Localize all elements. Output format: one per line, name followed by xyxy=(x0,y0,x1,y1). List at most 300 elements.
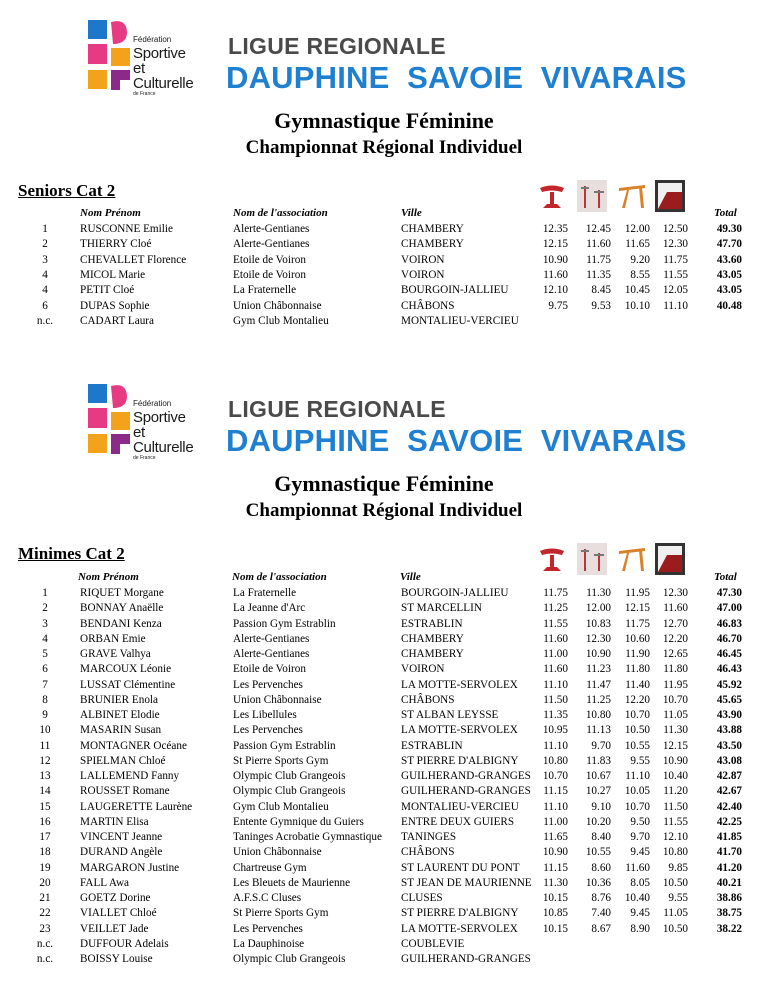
bars-score-cell: 8.76 xyxy=(591,892,611,904)
athlete-name-cell: MICOL Marie xyxy=(80,268,146,281)
total-score-cell: 38.86 xyxy=(716,892,742,904)
table-row xyxy=(0,648,768,663)
table-row xyxy=(0,755,768,770)
rank-cell: 19 xyxy=(39,861,51,874)
vault-score-cell: 11.55 xyxy=(543,617,568,630)
floor-icon xyxy=(655,180,685,212)
city-cell: BOURGOIN-JALLIEU xyxy=(401,284,509,297)
club-name-cell: Etoile de Voiron xyxy=(233,663,306,676)
bars-score-cell: 8.60 xyxy=(591,861,611,874)
rank-cell: n.c. xyxy=(36,953,54,965)
rank-cell: 20 xyxy=(39,876,51,889)
floor-score-cell: 11.80 xyxy=(663,663,688,676)
bars-score-cell: 10.36 xyxy=(585,876,611,889)
rank-cell: 16 xyxy=(39,815,51,828)
athlete-name-cell: VINCENT Jeanne xyxy=(80,831,163,843)
fscf-logo-mark xyxy=(88,20,132,102)
rank-cell: 8 xyxy=(42,693,48,706)
beam-score-cell: 10.55 xyxy=(624,739,650,752)
total-score-cell: 43.50 xyxy=(716,739,742,752)
club-name-cell: Les Libellules xyxy=(233,709,297,721)
ligue-title: LIGUE REGIONALE xyxy=(228,396,446,422)
bars-score-cell: 11.13 xyxy=(586,724,611,737)
floor-score-cell: 11.55 xyxy=(663,268,688,281)
total-score-cell: 47.00 xyxy=(716,602,742,615)
total-score-cell: 43.05 xyxy=(716,268,742,281)
floor-score-cell: 12.30 xyxy=(662,238,688,251)
rank-cell: 5 xyxy=(42,648,48,660)
col-header-city: Ville xyxy=(401,207,422,219)
vault-score-cell: 11.15 xyxy=(543,785,568,798)
floor-score-cell: 11.75 xyxy=(663,253,688,266)
competition-title: Championnat Régional Individuel xyxy=(245,500,523,521)
table-row xyxy=(0,862,768,877)
vault-score-cell: 12.15 xyxy=(542,238,568,251)
vault-score-cell: 11.00 xyxy=(543,648,568,660)
city-cell: GUILHERAND-GRANGES xyxy=(401,785,531,798)
rank-cell: 4 xyxy=(42,268,48,281)
club-name-cell: Entente Gymnique du Guiers xyxy=(233,815,364,828)
beam-score-cell: 10.60 xyxy=(624,632,650,645)
floor-score-cell: 12.30 xyxy=(662,587,688,599)
total-score-cell: 46.83 xyxy=(716,617,742,630)
uneven-bars-icon xyxy=(577,543,607,575)
city-cell: ST ALBAN LEYSSE xyxy=(401,709,499,721)
total-score-cell: 43.88 xyxy=(716,724,742,737)
floor-score-cell: 11.50 xyxy=(663,800,688,813)
rank-cell: 3 xyxy=(42,253,48,266)
club-name-cell: Olympic Club Grangeois xyxy=(233,770,346,782)
rank-cell: 11 xyxy=(39,739,51,752)
logo-line-2: Sportive xyxy=(133,45,186,62)
floor-score-cell: 12.70 xyxy=(662,617,688,630)
club-name-cell: Les Pervenches xyxy=(233,724,303,737)
vault-score-cell: 10.85 xyxy=(542,907,568,920)
bars-score-cell: 10.67 xyxy=(585,770,611,782)
fscf-logo-text xyxy=(133,400,208,461)
beam-score-cell: 9.20 xyxy=(630,253,650,266)
discipline-title: Gymnastique Féminine xyxy=(274,108,494,133)
beam-score-cell: 12.20 xyxy=(624,693,650,706)
table-row xyxy=(0,801,768,816)
floor-score-cell: 12.50 xyxy=(662,223,688,235)
floor-score-cell: 11.55 xyxy=(663,815,688,828)
city-cell: BOURGOIN-JALLIEU xyxy=(401,587,509,599)
athlete-name-cell: VIALLET Chloé xyxy=(80,907,157,920)
floor-score-cell: 12.15 xyxy=(662,739,688,752)
beam-score-cell: 11.90 xyxy=(625,648,650,660)
beam-score-cell: 8.05 xyxy=(630,876,650,889)
floor-score-cell: 10.90 xyxy=(662,754,688,767)
city-cell: ST PIERRE D'ALBIGNY xyxy=(401,907,519,920)
total-score-cell: 47.30 xyxy=(716,587,742,599)
club-name-cell: Chartreuse Gym xyxy=(233,861,307,874)
bars-score-cell: 8.45 xyxy=(591,284,611,297)
vault-score-cell: 10.95 xyxy=(542,724,568,737)
table-row xyxy=(0,602,768,617)
club-name-cell: Union Châbonnaise xyxy=(233,693,322,706)
club-name-cell: Les Pervenches xyxy=(233,678,303,691)
athlete-name-cell: BONNAY Anaëlle xyxy=(80,602,164,615)
total-score-cell: 49.30 xyxy=(716,223,742,235)
total-score-cell: 43.05 xyxy=(716,284,742,297)
rank-cell: 21 xyxy=(39,892,51,904)
bars-score-cell: 12.30 xyxy=(585,632,611,645)
city-cell: GUILHERAND-GRANGES xyxy=(401,770,531,782)
col-header-total: Total xyxy=(714,207,737,219)
beam-score-cell: 11.10 xyxy=(625,770,650,782)
club-name-cell: St Pierre Sports Gym xyxy=(233,754,329,767)
athlete-name-cell: BRUNIER Enola xyxy=(80,693,158,706)
total-score-cell: 42.87 xyxy=(716,770,742,782)
floor-score-cell: 11.95 xyxy=(663,678,688,691)
vault-score-cell: 10.80 xyxy=(542,754,568,767)
rank-cell: 3 xyxy=(42,617,48,630)
city-cell: CHAMBERY xyxy=(401,632,464,645)
total-score-cell: 43.90 xyxy=(716,709,742,721)
club-name-cell: Union Châbonnaise xyxy=(233,846,322,859)
club-name-cell: St Pierre Sports Gym xyxy=(233,907,329,920)
athlete-name-cell: RUSCONNE Emilie xyxy=(80,223,173,235)
beam-score-cell: 10.50 xyxy=(624,724,650,737)
table-row xyxy=(0,785,768,800)
rank-cell: 6 xyxy=(42,299,48,312)
floor-score-cell: 10.80 xyxy=(662,846,688,859)
city-cell: ESTRABLIN xyxy=(401,739,463,752)
athlete-name-cell: RIQUET Morgane xyxy=(80,587,164,599)
beam-score-cell: 8.90 xyxy=(630,922,650,935)
rank-cell: n.c. xyxy=(36,314,54,327)
city-cell: ST PIERRE D'ALBIGNY xyxy=(401,754,519,767)
club-name-cell: Etoile de Voiron xyxy=(233,268,306,281)
logo-line-1: Fédération xyxy=(133,399,172,408)
bars-score-cell: 11.60 xyxy=(586,238,611,251)
rank-cell: 18 xyxy=(39,846,51,859)
vault-score-cell: 11.60 xyxy=(543,663,568,676)
club-name-cell: Etoile de Voiron xyxy=(233,253,306,266)
bars-score-cell: 8.40 xyxy=(591,831,611,843)
table-row xyxy=(0,907,768,922)
total-score-cell: 41.85 xyxy=(716,831,742,843)
athlete-name-cell: CADART Laura xyxy=(80,314,155,327)
bars-score-cell: 11.30 xyxy=(586,587,611,599)
club-name-cell: Les Pervenches xyxy=(233,922,303,935)
floor-score-cell: 10.40 xyxy=(662,770,688,782)
bars-score-cell: 10.27 xyxy=(585,785,611,798)
table-row xyxy=(0,315,768,330)
city-cell: GUILHERAND-GRANGES xyxy=(401,953,531,965)
table-row xyxy=(0,923,768,938)
athlete-name-cell: ALBINET Elodie xyxy=(80,709,160,721)
region-title: DAUPHINE SAVOIE VIVARAIS xyxy=(226,423,687,458)
total-score-cell: 42.67 xyxy=(716,785,742,798)
total-score-cell: 45.92 xyxy=(716,678,742,691)
vault-score-cell: 11.50 xyxy=(543,693,568,706)
bars-score-cell: 11.23 xyxy=(586,663,611,676)
club-name-cell: Passion Gym Estrablin xyxy=(233,617,336,630)
athlete-name-cell: DURAND Angèle xyxy=(80,846,163,859)
rank-cell: 4 xyxy=(42,632,48,645)
beam-score-cell: 11.95 xyxy=(625,587,650,599)
vault-score-cell: 11.60 xyxy=(543,268,568,281)
ligue-title: LIGUE REGIONALE xyxy=(228,33,446,59)
col-header-name: Nom Prénom xyxy=(80,207,141,219)
floor-score-cell: 12.65 xyxy=(662,648,688,660)
vault-score-cell: 10.70 xyxy=(542,770,568,782)
athlete-name-cell: PETIT Cloé xyxy=(80,284,135,297)
col-header-name: Nom Prénom xyxy=(78,571,139,583)
athlete-name-cell: MONTAGNER Océane xyxy=(80,739,187,752)
city-cell: VOIRON xyxy=(401,268,445,281)
bars-score-cell: 9.10 xyxy=(591,800,611,813)
vault-score-cell: 11.60 xyxy=(543,632,568,645)
floor-score-cell: 11.05 xyxy=(663,907,688,920)
table-row xyxy=(0,679,768,694)
total-score-cell: 45.65 xyxy=(716,693,742,706)
bars-score-cell: 11.83 xyxy=(586,754,611,767)
rank-cell: 17 xyxy=(39,831,51,843)
city-cell: MONTALIEU-VERCIEU xyxy=(401,800,519,813)
vault-icon xyxy=(537,543,567,575)
table-row xyxy=(0,724,768,739)
fscf-logo xyxy=(88,20,208,102)
beam-score-cell: 9.45 xyxy=(630,907,650,920)
rank-cell: 7 xyxy=(42,678,48,691)
table-row xyxy=(0,892,768,907)
bars-score-cell: 10.80 xyxy=(585,709,611,721)
table-row xyxy=(0,269,768,284)
city-cell: LA MOTTE-SERVOLEX xyxy=(401,678,518,691)
fscf-logo-mark xyxy=(88,384,132,466)
competition-title: Championnat Régional Individuel xyxy=(245,137,523,158)
club-name-cell: Olympic Club Grangeois xyxy=(233,953,346,965)
table-row xyxy=(0,709,768,724)
athlete-name-cell: MASARIN Susan xyxy=(80,724,162,737)
club-name-cell: La Fraternelle xyxy=(233,587,297,599)
table-row xyxy=(0,694,768,709)
club-name-cell: Alerte-Gentianes xyxy=(233,632,310,645)
bars-score-cell: 12.00 xyxy=(585,602,611,615)
table-row xyxy=(0,877,768,892)
athlete-name-cell: SPIELMAN Chloé xyxy=(80,754,166,767)
total-score-cell: 42.40 xyxy=(716,800,742,813)
city-cell: LA MOTTE-SERVOLEX xyxy=(401,922,518,935)
vault-score-cell: 11.65 xyxy=(543,831,568,843)
total-score-cell: 41.20 xyxy=(716,861,742,874)
rank-cell: 1 xyxy=(42,223,48,235)
total-score-cell: 47.70 xyxy=(716,238,742,251)
athlete-name-cell: LUSSAT Clémentine xyxy=(80,678,176,691)
bars-score-cell: 7.40 xyxy=(591,907,611,920)
table-row xyxy=(0,633,768,648)
rank-cell: 2 xyxy=(42,602,48,615)
city-cell: CLUSES xyxy=(401,892,443,904)
club-name-cell: Union Châbonnaise xyxy=(233,299,322,312)
bars-score-cell: 9.53 xyxy=(591,299,611,312)
beam-score-cell: 10.10 xyxy=(624,299,650,312)
beam-score-cell: 9.55 xyxy=(630,754,650,767)
logo-line-4: de France xyxy=(133,455,156,461)
city-cell: CHÂBONS xyxy=(401,693,455,706)
rank-cell: 4 xyxy=(42,284,48,297)
city-cell: TANINGES xyxy=(401,831,457,843)
category-title-minimes: Minimes Cat 2 xyxy=(18,544,125,563)
vault-score-cell: 9.75 xyxy=(548,299,568,312)
table-row xyxy=(0,770,768,785)
city-cell: CHÂBONS xyxy=(401,846,455,859)
athlete-name-cell: GOETZ Dorine xyxy=(80,892,151,904)
total-score-cell: 40.21 xyxy=(716,876,742,889)
beam-score-cell: 9.45 xyxy=(630,846,650,859)
table-row xyxy=(0,587,768,602)
rank-cell: 10 xyxy=(39,724,51,737)
beam-score-cell: 10.45 xyxy=(624,284,650,297)
total-score-cell: 46.70 xyxy=(716,632,742,645)
athlete-name-cell: LAUGERETTE Laurène xyxy=(80,800,193,813)
city-cell: VOIRON xyxy=(401,253,445,266)
bars-score-cell: 11.47 xyxy=(586,678,611,691)
bars-score-cell: 10.20 xyxy=(585,815,611,828)
athlete-name-cell: MARTIN Elisa xyxy=(80,815,149,828)
col-header-club: Nom de l'association xyxy=(233,207,328,219)
col-header-club: Nom de l'association xyxy=(232,571,327,583)
floor-score-cell: 11.20 xyxy=(663,785,688,798)
logo-line-4: de France xyxy=(133,91,156,97)
logo-line-3: et Culturelle xyxy=(133,424,194,456)
rank-cell: n.c. xyxy=(36,937,54,950)
beam-score-cell: 11.75 xyxy=(625,617,650,630)
beam-score-cell: 11.80 xyxy=(625,663,650,676)
bars-score-cell: 11.75 xyxy=(586,253,611,266)
beam-score-cell: 10.40 xyxy=(624,892,650,904)
athlete-name-cell: MARGARON Justine xyxy=(80,861,180,874)
col-header-city: Ville xyxy=(400,571,421,583)
rank-cell: 13 xyxy=(39,770,51,782)
fscf-logo xyxy=(88,384,208,466)
vault-score-cell: 12.35 xyxy=(542,223,568,235)
athlete-name-cell: CHEVALLET Florence xyxy=(80,253,187,266)
vault-score-cell: 11.75 xyxy=(543,587,568,599)
club-name-cell: Gym Club Montalieu xyxy=(233,800,329,813)
beam-score-cell: 12.00 xyxy=(624,223,650,235)
club-name-cell: Olympic Club Grangeois xyxy=(233,785,346,798)
bars-score-cell: 9.70 xyxy=(591,739,611,752)
total-score-cell: 46.43 xyxy=(716,663,742,676)
athlete-name-cell: VEILLET Jade xyxy=(80,922,149,935)
discipline-title: Gymnastique Féminine xyxy=(274,471,494,496)
vault-score-cell: 11.10 xyxy=(543,800,568,813)
club-name-cell: Taninges Acrobatie Gymnastique xyxy=(233,831,382,843)
table-row xyxy=(0,831,768,846)
club-name-cell: Alerte-Gentianes xyxy=(233,223,310,235)
floor-score-cell: 11.60 xyxy=(663,602,688,615)
athlete-name-cell: THIERRY Cloé xyxy=(80,238,152,251)
table-row xyxy=(0,938,768,953)
athlete-name-cell: DUFFOUR Adelais xyxy=(80,937,169,950)
city-cell: ENTRE DEUX GUIERS xyxy=(401,815,515,828)
vault-score-cell: 11.10 xyxy=(543,739,568,752)
athlete-name-cell: DUPAS Sophie xyxy=(80,299,150,312)
table-row xyxy=(0,953,768,968)
rank-cell: 23 xyxy=(39,922,51,935)
total-score-cell: 42.25 xyxy=(716,815,742,828)
city-cell: CHÂBONS xyxy=(401,299,455,312)
city-cell: ST JEAN DE MAURIENNE xyxy=(401,876,532,889)
bars-score-cell: 11.25 xyxy=(586,693,611,706)
beam-score-cell: 10.70 xyxy=(624,709,650,721)
vault-score-cell: 11.30 xyxy=(543,876,568,889)
beam-score-cell: 11.40 xyxy=(625,678,650,691)
table-row xyxy=(0,663,768,678)
total-score-cell: 40.48 xyxy=(716,299,742,312)
floor-score-cell: 11.10 xyxy=(663,299,688,312)
athlete-name-cell: MARCOUX Léonie xyxy=(80,663,172,676)
logo-line-1: Fédération xyxy=(133,35,172,44)
rank-cell: 1 xyxy=(42,587,48,599)
club-name-cell: La Jeanne d'Arc xyxy=(233,602,306,615)
city-cell: ST MARCELLIN xyxy=(401,602,482,615)
beam-score-cell: 11.65 xyxy=(625,238,650,251)
vault-score-cell: 11.25 xyxy=(543,602,568,615)
floor-icon xyxy=(655,543,685,575)
athlete-name-cell: GRAVE Valhya xyxy=(80,648,151,660)
city-cell: ST LAURENT DU PONT xyxy=(401,861,520,874)
floor-score-cell: 12.05 xyxy=(662,284,688,297)
table-row xyxy=(0,223,768,238)
athlete-name-cell: ORBAN Emie xyxy=(80,632,146,645)
beam-icon xyxy=(617,180,647,212)
bars-score-cell: 12.45 xyxy=(585,223,611,235)
beam-score-cell: 10.70 xyxy=(624,800,650,813)
floor-score-cell: 12.20 xyxy=(662,632,688,645)
beam-score-cell: 11.60 xyxy=(625,861,650,874)
fscf-logo-text xyxy=(133,36,208,97)
floor-score-cell: 10.50 xyxy=(662,876,688,889)
table-row xyxy=(0,618,768,633)
bars-score-cell: 10.55 xyxy=(585,846,611,859)
total-score-cell: 43.60 xyxy=(716,253,742,266)
table-row xyxy=(0,300,768,315)
bars-score-cell: 10.83 xyxy=(585,617,611,630)
club-name-cell: Les Bleuets de Maurienne xyxy=(233,876,351,889)
city-cell: LA MOTTE-SERVOLEX xyxy=(401,724,518,737)
logo-line-3: et Culturelle xyxy=(133,60,194,92)
bars-score-cell: 11.35 xyxy=(586,268,611,281)
total-score-cell: 38.75 xyxy=(716,907,742,920)
vault-score-cell: 10.90 xyxy=(542,846,568,859)
rank-cell: 14 xyxy=(39,785,51,798)
floor-score-cell: 9.55 xyxy=(668,892,688,904)
region-title: DAUPHINE SAVOIE VIVARAIS xyxy=(226,60,687,95)
club-name-cell: Passion Gym Estrablin xyxy=(233,739,336,752)
vault-score-cell: 10.15 xyxy=(542,892,568,904)
athlete-name-cell: ROUSSET Romane xyxy=(80,785,170,798)
vault-score-cell: 11.35 xyxy=(543,709,568,721)
beam-score-cell: 9.70 xyxy=(630,831,650,843)
vault-score-cell: 11.10 xyxy=(543,678,568,691)
floor-score-cell: 11.30 xyxy=(663,724,688,737)
city-cell: VOIRON xyxy=(401,663,445,676)
club-name-cell: La Fraternelle xyxy=(233,284,297,297)
city-cell: ESTRABLIN xyxy=(401,617,463,630)
club-name-cell: A.F.S.C Cluses xyxy=(233,892,302,904)
beam-score-cell: 12.15 xyxy=(624,602,650,615)
floor-score-cell: 11.05 xyxy=(663,709,688,721)
athlete-name-cell: LALLEMEND Fanny xyxy=(80,770,180,782)
city-cell: MONTALIEU-VERCIEU xyxy=(401,314,519,327)
vault-score-cell: 10.15 xyxy=(542,922,568,935)
vault-score-cell: 10.90 xyxy=(542,253,568,266)
